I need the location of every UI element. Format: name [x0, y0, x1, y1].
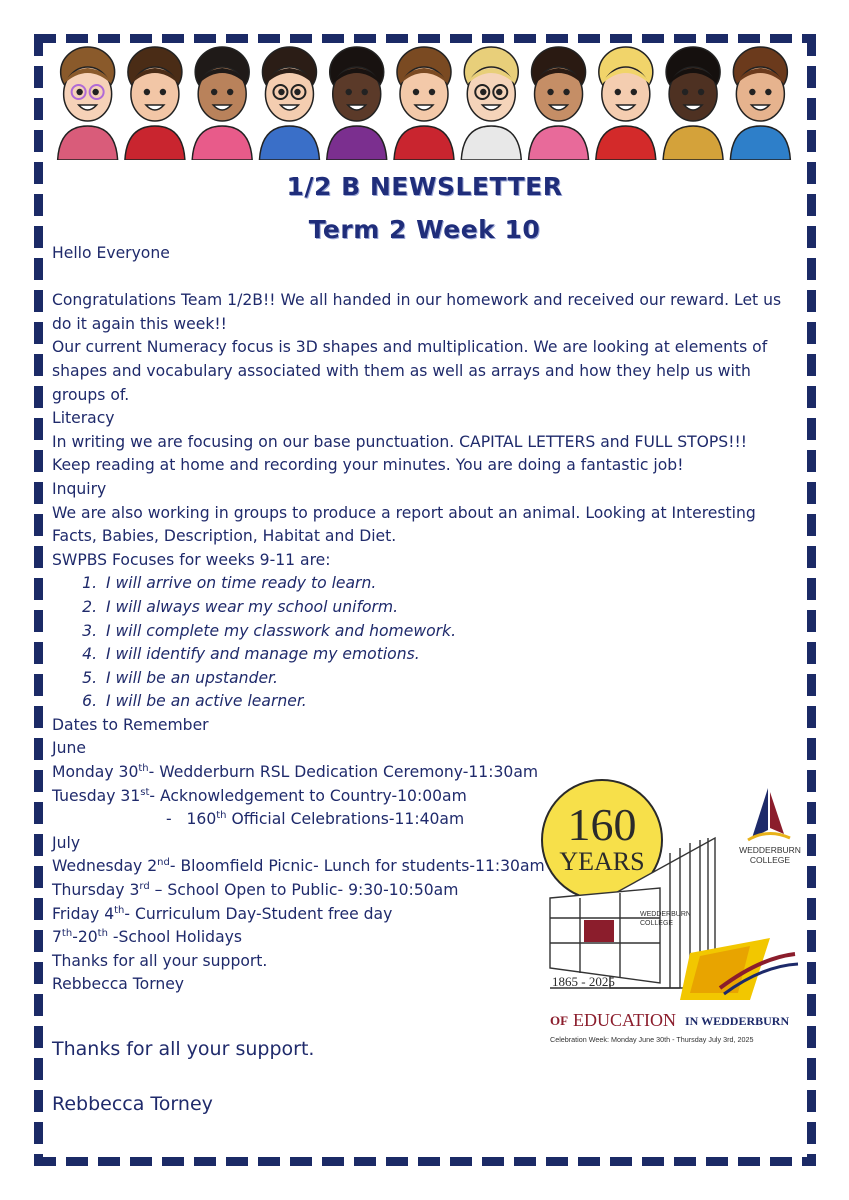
- swpbs-list: [52, 572, 812, 714]
- footer-thanks: Thanks for all your support.: [52, 1038, 315, 1060]
- date-entry: Thursday 3rd – School Open to Public- 9:30-10:50am: [52, 880, 459, 900]
- date-entry: 7th-20th -School Holidays: [52, 928, 242, 947]
- list-item: 3. I will complete my classwork and homework.: [102, 620, 812, 644]
- homework-paragraph: do it again this week!!: [52, 314, 227, 333]
- numeracy-paragraph: Our current Numeracy focus is 3D shapes and multiplication. We are looking at elements of: [52, 338, 768, 357]
- swpbs-heading: SWPBS Focuses for weeks 9-11 are:: [52, 550, 331, 569]
- footer-signature: Rebbecca Torney: [52, 1093, 213, 1115]
- closing-text: Thanks for all your support.: [52, 951, 268, 970]
- kids-banner-illustration: [54, 42, 794, 160]
- list-item: 5. I will be an upstander.: [102, 667, 812, 691]
- 160-years-logo: [540, 778, 802, 1050]
- signature-text: Rebbecca Torney: [52, 975, 185, 994]
- school-name: COLLEGE: [749, 855, 791, 865]
- inquiry-paragraph: We are also working in groups to produce a report about an animal. Looking at Interesting: [52, 503, 756, 522]
- list-item: 2. I will always wear my school uniform.: [102, 596, 812, 620]
- tagline-of: OF: [550, 1013, 569, 1028]
- school-name: WEDDERBURN: [739, 845, 801, 855]
- inquiry-paragraph: Facts, Babies, Description, Habitat and Diet.: [52, 527, 397, 546]
- border-bottom: [34, 1157, 816, 1166]
- literacy-paragraph: Keep reading at home and recording your minutes. You are doing a fantastic job!: [52, 456, 684, 475]
- tagline-location: IN WEDDERBURN: [685, 1014, 790, 1028]
- celebration-week: Celebration Week: Monday June 30th - Thursday July 3rd, 2025: [550, 1035, 754, 1044]
- literacy-heading: Literacy: [52, 409, 115, 428]
- list-item: 6. I will be an active learner.: [102, 690, 812, 714]
- month-june: June: [52, 739, 86, 758]
- numeracy-paragraph: shapes and vocabulary associated with them as well as arrays and how they help us with: [52, 361, 751, 380]
- date-entry: Friday 4th- Curriculum Day-Student free day: [52, 904, 393, 923]
- greeting: Hello Everyone: [52, 244, 170, 262]
- date-entry: Wednesday 2nd- Bloomfield Picnic- Lunch for students-11:30am: [52, 857, 545, 876]
- homework-paragraph: Congratulations Team 1/2B!! We all handed in our homework and received our reward. Let us: [52, 291, 782, 310]
- logo-160: 160: [567, 799, 637, 850]
- numeracy-paragraph: groups of.: [52, 385, 130, 404]
- newsletter-title: 1/2 B NEWSLETTER: [286, 172, 563, 201]
- newsletter-subtitle: Term 2 Week 10: [308, 215, 541, 244]
- date-entry: - 160th Official Celebrations-11:40am: [166, 810, 465, 829]
- building-sign: COLLEGE: [640, 920, 674, 927]
- dates-heading: Dates to Remember: [52, 715, 209, 734]
- logo-year-range: 1865 - 2025: [552, 974, 615, 989]
- inquiry-heading: Inquiry: [52, 479, 107, 498]
- month-july: July: [52, 833, 81, 852]
- tagline-education: EDUCATION: [573, 1010, 676, 1030]
- literacy-paragraph: In writing we are focusing on our base punctuation. CAPITAL LETTERS and FULL STOPS!!!: [52, 432, 747, 451]
- border-left: [34, 34, 43, 1166]
- list-item: 4. I will identify and manage my emotions.: [102, 643, 812, 667]
- logo-years: YEARS: [559, 847, 645, 876]
- date-entry: Tuesday 31st- Acknowledgement to Country-10:00am: [52, 786, 467, 805]
- building-sign: WEDDERBURN: [640, 911, 691, 918]
- date-entry: Monday 30th- Wedderburn RSL Dedication Ceremony-11:30am: [52, 762, 539, 782]
- list-item: 1. I will arrive on time ready to learn.: [102, 572, 812, 596]
